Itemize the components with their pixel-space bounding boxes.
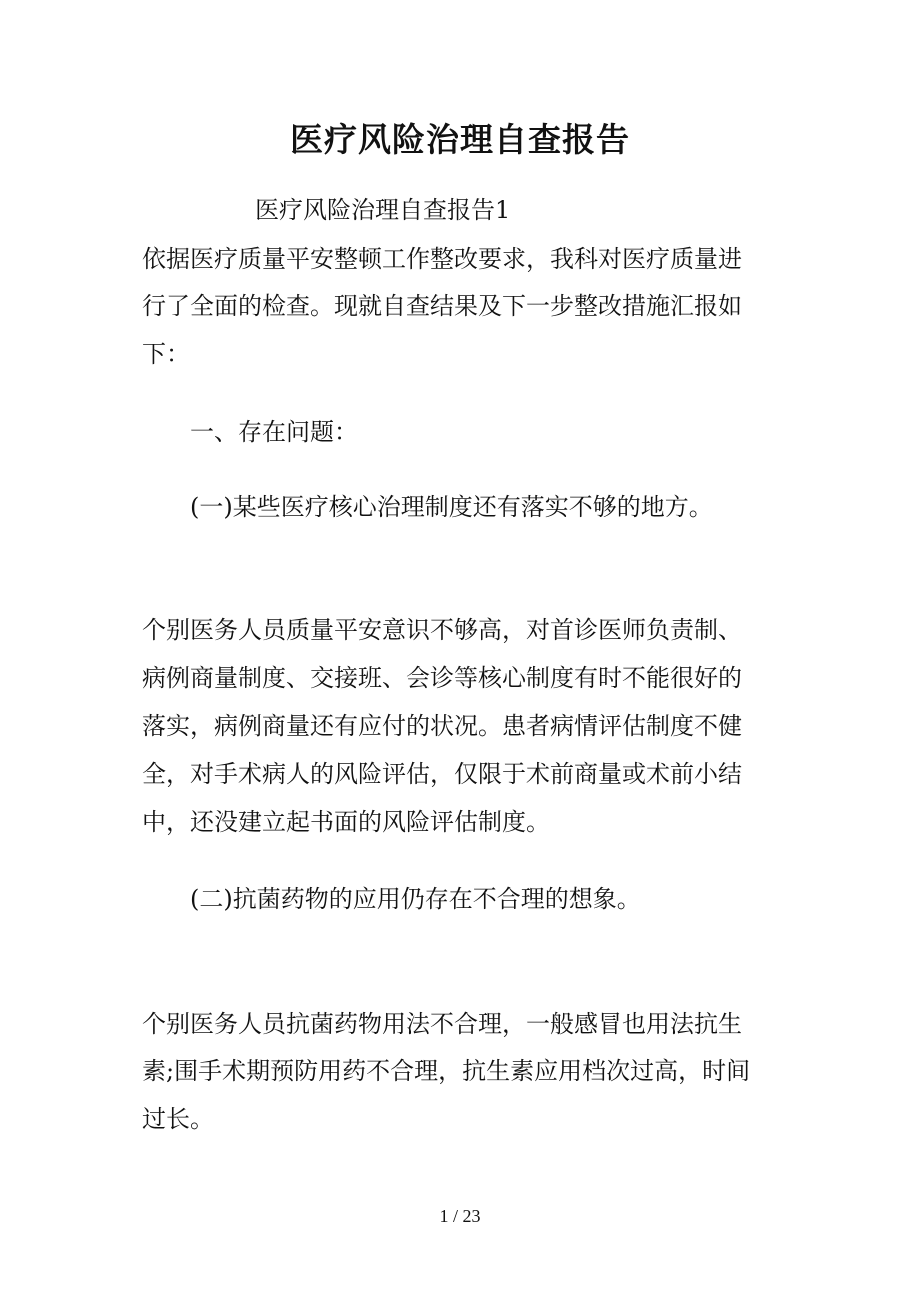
item-one-body-line-2: 病例商量制度、交接班、会诊等核心制度有时不能很好的 <box>142 664 742 692</box>
item-two-body-line-1: 个别医务人员抗菌药物用法不合理，一般感冒也用法抗生 <box>142 1010 742 1038</box>
intro-line-1: 依据医疗质量平安整顿工作整改要求，我科对医疗质量进 <box>142 245 742 273</box>
item-one-body-line-3: 落实，病例商量还有应付的状况。患者病情评估制度不健 <box>142 712 742 740</box>
item-one-body-line-1: 个别医务人员质量平安意识不够高，对首诊医师负责制、 <box>142 616 742 644</box>
intro-line-2: 行了全面的检查。现就自查结果及下一步整改措施汇报如 <box>142 292 742 320</box>
item-one-body-line-4: 全，对手术病人的风险评估，仅限于术前商量或术前小结 <box>142 760 742 788</box>
item-one-heading: (一)某些医疗核心治理制度还有落实不够的地方。 <box>190 493 713 521</box>
item-two-body-line-2: 素;围手术期预防用药不合理，抗生素应用档次过高，时间 <box>142 1057 751 1085</box>
document-subtitle: 医疗风险治理自查报告1 <box>255 196 511 224</box>
page-number: 1 / 23 <box>439 1206 481 1226</box>
document-title: 医疗风险治理自查报告 <box>290 120 630 159</box>
item-two-heading: (二)抗菌药物的应用仍存在不合理的想象。 <box>190 885 641 913</box>
item-two-body-line-3: 过长。 <box>142 1105 214 1133</box>
section-one-heading: 一、存在问题： <box>190 418 358 446</box>
item-one-body-line-5: 中，还没建立起书面的风险评估制度。 <box>142 808 550 836</box>
intro-line-3: 下： <box>142 340 190 368</box>
